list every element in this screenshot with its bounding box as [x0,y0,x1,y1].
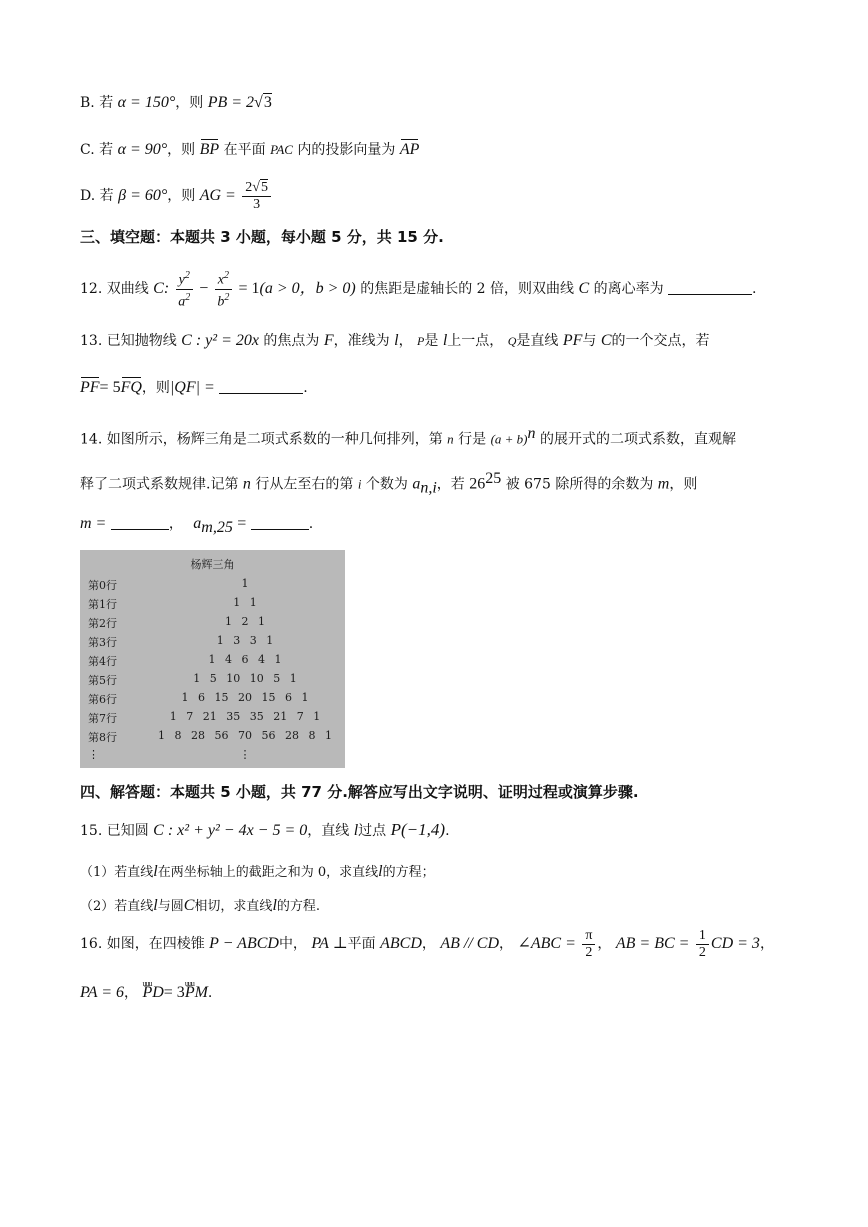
yanghui-row-values: 1 7 21 35 35 21 7 1 [169,710,321,723]
option-c: C. 若 α = 90°，则 BP 在平面 PAC 内的投影向量为 AP [80,141,420,158]
option-d: D. 若 β = 60°，则 AG = $\frac{2√5}{3}$ [80,176,273,216]
yanghui-row-values: 1 4 6 4 1 [208,653,282,666]
yanghui-row-label: 第3行 [88,636,117,649]
option-b: B. 若 α = 150°，则 PB = 2√3 [80,94,272,111]
vector-ap: AP [399,141,420,158]
vector-bp: BP [199,141,220,158]
yanghui-row-values: 1 6 15 20 15 6 1 [181,691,309,704]
section-4-heading: 四、解答题：本题共 5 小题，共 77 分.解答应写出文字说明、证明过程或演算步骤. [80,783,639,801]
yanghui-row-label: 第2行 [88,617,117,630]
question-12: 12. 双曲线 C: $\frac{y^2}{a^2}$ − $\frac{x^2}{b^2}$ = 1(a > 0，b > 0) 的焦距是虚轴长的 2 倍，则双曲线 C 的离心率为 . [80,270,757,310]
question-16-line-1: 16. 如图，在四棱锥 P − ABCD中， PA ⊥平面 ABCD， AB // CD， ∠ABC = $\frac{\pi}{2}$ ， AB = BC = $\frac{1}{2}$ CD = 3， [80,927,774,960]
option-b-conclusion: PB = 2 [207,94,255,111]
option-d-fraction: $\frac{2√5}{3}$ [242,180,271,213]
yanghui-row-values: 1 3 3 1 [216,634,274,647]
yanghui-row-values: 1 1 [233,596,257,609]
yanghui-row-values: 1 [241,577,249,590]
yanghui-row-label: 第0行 [88,579,117,592]
question-14-line-2: 释了二项式系数规律.记第 n 行从左至右的第 i 个数为 $a_{n,i}$，若 $26^{25}$ 被 675 除所得的余数为 m，则 [80,470,698,497]
question-15-part-1: （1）若直线l在两坐标轴上的截距之和为 0，求直线l的方程； [80,863,435,880]
answer-blank-q14-m[interactable] [111,515,169,530]
vector-pm: PM uuu [185,984,208,1001]
option-b-sqrt-arg: 3 [263,94,272,111]
yanghui-row-label: 第1行 [88,598,117,611]
yanghui-row-label: 第7行 [88,712,117,725]
yanghui-row-label: 第8行 [88,731,117,744]
yanghui-triangle-figure [80,550,345,768]
yanghui-row-values: ⋮ [239,748,251,761]
yanghui-row-values: 1 5 10 10 5 1 [193,672,297,685]
section-3-heading: 三、填空题：本题共 3 小题，每小题 5 分，共 15 分. [80,228,444,246]
question-13-line-2: PF= 5FQ，则|QF| = . [80,379,308,396]
question-15: 15. 已知圆 C : x² + y² − 4x − 5 = 0，直线 l过点 P(−1,4). [80,820,450,839]
vector-pd: PD uuu [142,984,163,1001]
yanghui-row-values: 1 2 1 [225,615,265,628]
yanghui-row-values: 1 8 28 56 70 56 28 8 1 [158,729,332,742]
question-13-line-1: 13. 已知抛物线 C : y² = 20x 的焦点为 F，准线为 l， P是 l上一点， Q是直线 PF与 C的一个交点，若 [80,332,710,349]
answer-blank-q12[interactable] [668,280,752,295]
answer-blank-q14-a[interactable] [251,515,309,530]
yanghui-row-label: ⋮ [88,748,99,761]
question-16-line-2: PA = 6， PD uuu= 3PM uuu. [80,983,212,1003]
yanghui-row-label: 第4行 [88,655,117,668]
question-15-part-2: （2）若直线l与圆C相切，求直线l的方程. [80,897,321,914]
question-14-line-1: 14. 如图所示，杨辉三角是二项式系数的一种几何排列，第 n 行是 $(a + b)^n$ 的展开式的二项式系数，直观解 [80,425,736,448]
yanghui-row-label: 第5行 [88,674,117,687]
yanghui-row-label: 第6行 [88,693,117,706]
question-14-line-3: m = ， $a_{m,25}$ = . [80,515,314,536]
vector-fq: FQ [120,379,142,396]
vector-pf: PF [80,379,100,396]
answer-blank-q13[interactable] [219,379,303,394]
yanghui-title: 杨辉三角 [190,558,235,571]
option-b-condition: α = 150° [117,94,176,111]
